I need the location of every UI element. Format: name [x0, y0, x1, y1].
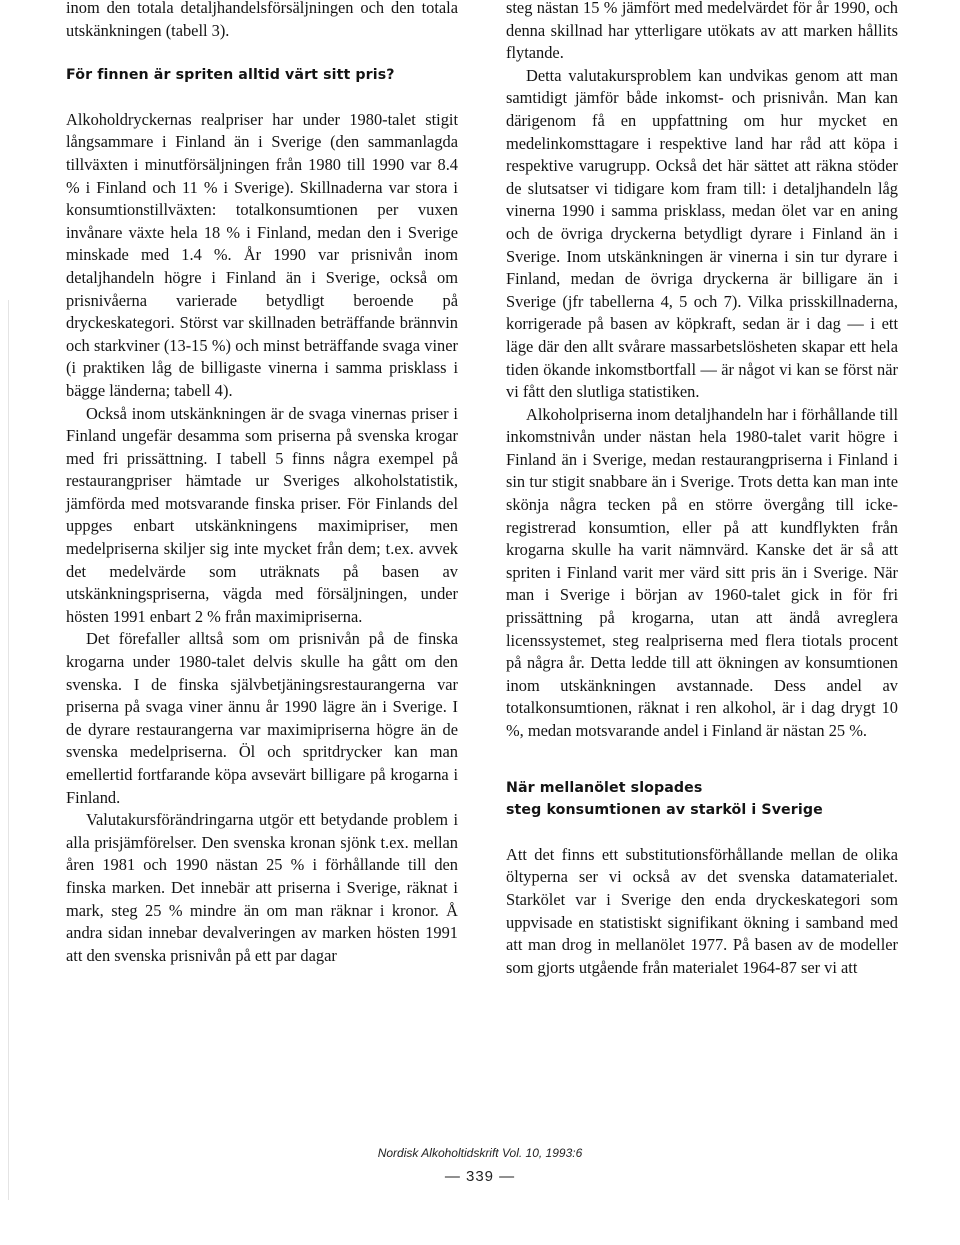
right-paragraph-4: Att det finns ett substitutionsförhållande mellan de olika öltyperna ser vi också av det svenska datamaterialet. Starkölet var i Sverige den enda dryckeskategori som uppvisade en statistiskt signifikant ökning i samband med att man drog in mellanölet 1977. På basen av de modeller som gjorts utgående från materialet 1964-87 ser vi att — [506, 844, 898, 977]
right-paragraph-1: steg nästan 15 % jämfört med medelvärdet för år 1990, och denna skillnad har ytterligare utökats av att marken hållits flytande. — [506, 0, 898, 63]
scan-margin-line — [8, 300, 9, 1200]
section-heading-line-1: När mellanölet slopades — [506, 779, 703, 796]
section-heading-line-2: steg konsumtionen av starköl i Sverige — [506, 802, 823, 819]
left-paragraph-1: inom den totala detaljhandelsförsäljningen och den totala utskänkningen (tabell 3). — [66, 0, 458, 40]
section-heading-spriten: För finnen är spriten alltid värt sitt pris? — [66, 67, 395, 84]
journal-citation: Nordisk Alkoholtidskrift Vol. 10, 1993:6 — [377, 1146, 583, 1160]
left-paragraph-2: Alkoholdryckernas realpriser har under 1980-talet stigit långsammare i Finland än i Sverige (den sammanlagda tillväxten i minutförsäljningen från 1980 till 1990 var 8.4 % i Finland och 11 % i Sverige). Skillnaderna var stora i konsumtionstillväxten: totalkonsumtionen per vuxen invånare växte hela 18 % i Finland, medan den i Sverige minskade med 1.4 %. År 1990 var prisnivån inom detaljhandeln högre i Finland än i Sverige, också om prisnivåerna varierade betydligt beroende på dryckeskategori. Störst var skillnaden beträffande brännvin och starkviner (13-15 %) och minst beträffande svaga viner (i praktiken låg de billigaste vinerna i samma prisklass i bägge länderna; tabell 4). — [66, 109, 458, 400]
section-heading-mellanol — [506, 777, 898, 822]
page-number: — 339 — — [444, 1168, 516, 1185]
left-paragraph-4: Det förefaller alltså som om prisnivån på de finska krogarna under 1980-talet delvis skulle ha gått om den svenska. I de finska självbetjäningsrestaurangerna var priserna på svaga viner ännu år 1990 lägre än i Sverige. I de dyrare restaurangerna var maximipriserna högre än de svenska medelpriserna. Öl och spritdrycker kan man emellertid fortfarande köpa avsevärt billigare på krogarna i Finland. — [66, 629, 458, 807]
right-paragraph-2: Detta valutakursproblem kan undvikas genom att man samtidigt jämför både inkomst- och prisnivån. Man kan därigenom få en uppfattning om hur mycket en medelinkomsttagare i respektive land har råd att köpa i respektive varugrupp. Också det här sättet att räkna stöder de slutsatser vi tidigare kom fram till: i detaljhandeln låg vinerna 1990 i samma prisklass, medan ölet var en aning och de övriga dryckerna betydligt dyrare i Finland än i Sverige. Inom utskänkningen är vinerna i sin tur dyrare i Finland, medan de övriga dryckerna är billigare än i Sverige (jfr tabellerna 4, 5 och 7). Vilka prisskillnaderna, korrigerade på basen av köpkraft, sedan är i dag — i ett läge där den allt svårare massarbetslösheten skapar ett hela tiden ökande inkomstbortfall — är något vi kan se först när vi fått den slutliga statistiken. — [506, 65, 898, 402]
right-column — [506, 0, 898, 979]
left-paragraph-5: Valutakursförändringarna utgör ett betydande problem i alla prisjämförelser. Den svenska kronan sjönk t.ex. mellan åren 1981 och 1990 nästan 25 % i förhållande till den finska marken. Det innebär att priserna i Sverige, räknat i mark, steg 25 % mindre än om man räknar i kronor. Å andra sidan innebar devalveringen av marken hösten 1991 att den svenska prisnivån på ett par dagar — [66, 810, 458, 965]
right-paragraph-3: Alkoholpriserna inom detaljhandeln har i förhållande till inkomstnivån under nästan hela 1980-talet varit högre i Finland än i Sverige, medan restaurangpriserna i Finland i sin tur stigit snabbare än i Sverige. Trots detta kan man inte skönja några tecken på en större övergång till icke-registrerad konsumtion, eller på att kundflykten från krogarna skulle ha varit nämnvärd. Kanske det är så att spriten i Finland varit mer värd sitt pris än i Sverige. När man i Sverige i början av 1960-talet gick in för fri prissättning på krogarna, utan att ändå avreglera licenssystemet, steg realpriserna med flera tiotals procent på några år. Detta ledde till att ökningen av konsumtionen inom utskänkningen avstannade. Dess andel av totalkonsumtionen, räknat i ren alkohol, är i dag drygt 10 %, medan motsvarande andel i Finland är nästan 25 %. — [506, 404, 898, 740]
left-paragraph-3: Också inom utskänkningen är de svaga vinernas priser i Finland ungefär desamma som priserna på svenska krogar med fri prissättning. I tabell 5 finns några exempel på restaurangpriser hämtade ur Sveriges alkoholstatistik, jämförda med motsvarande finska priser. För Finlands del uppges enbart utskänkningens maximipriser, men medelpriserna skiljer sig inte mycket från dem; t.ex. avvek det medelvärde som uträknats på basen av utskänkningspriserna, vägda med försäljningen, under hösten 1991 enbart 2 % från maximipriserna. — [66, 403, 458, 626]
left-column — [66, 0, 458, 967]
